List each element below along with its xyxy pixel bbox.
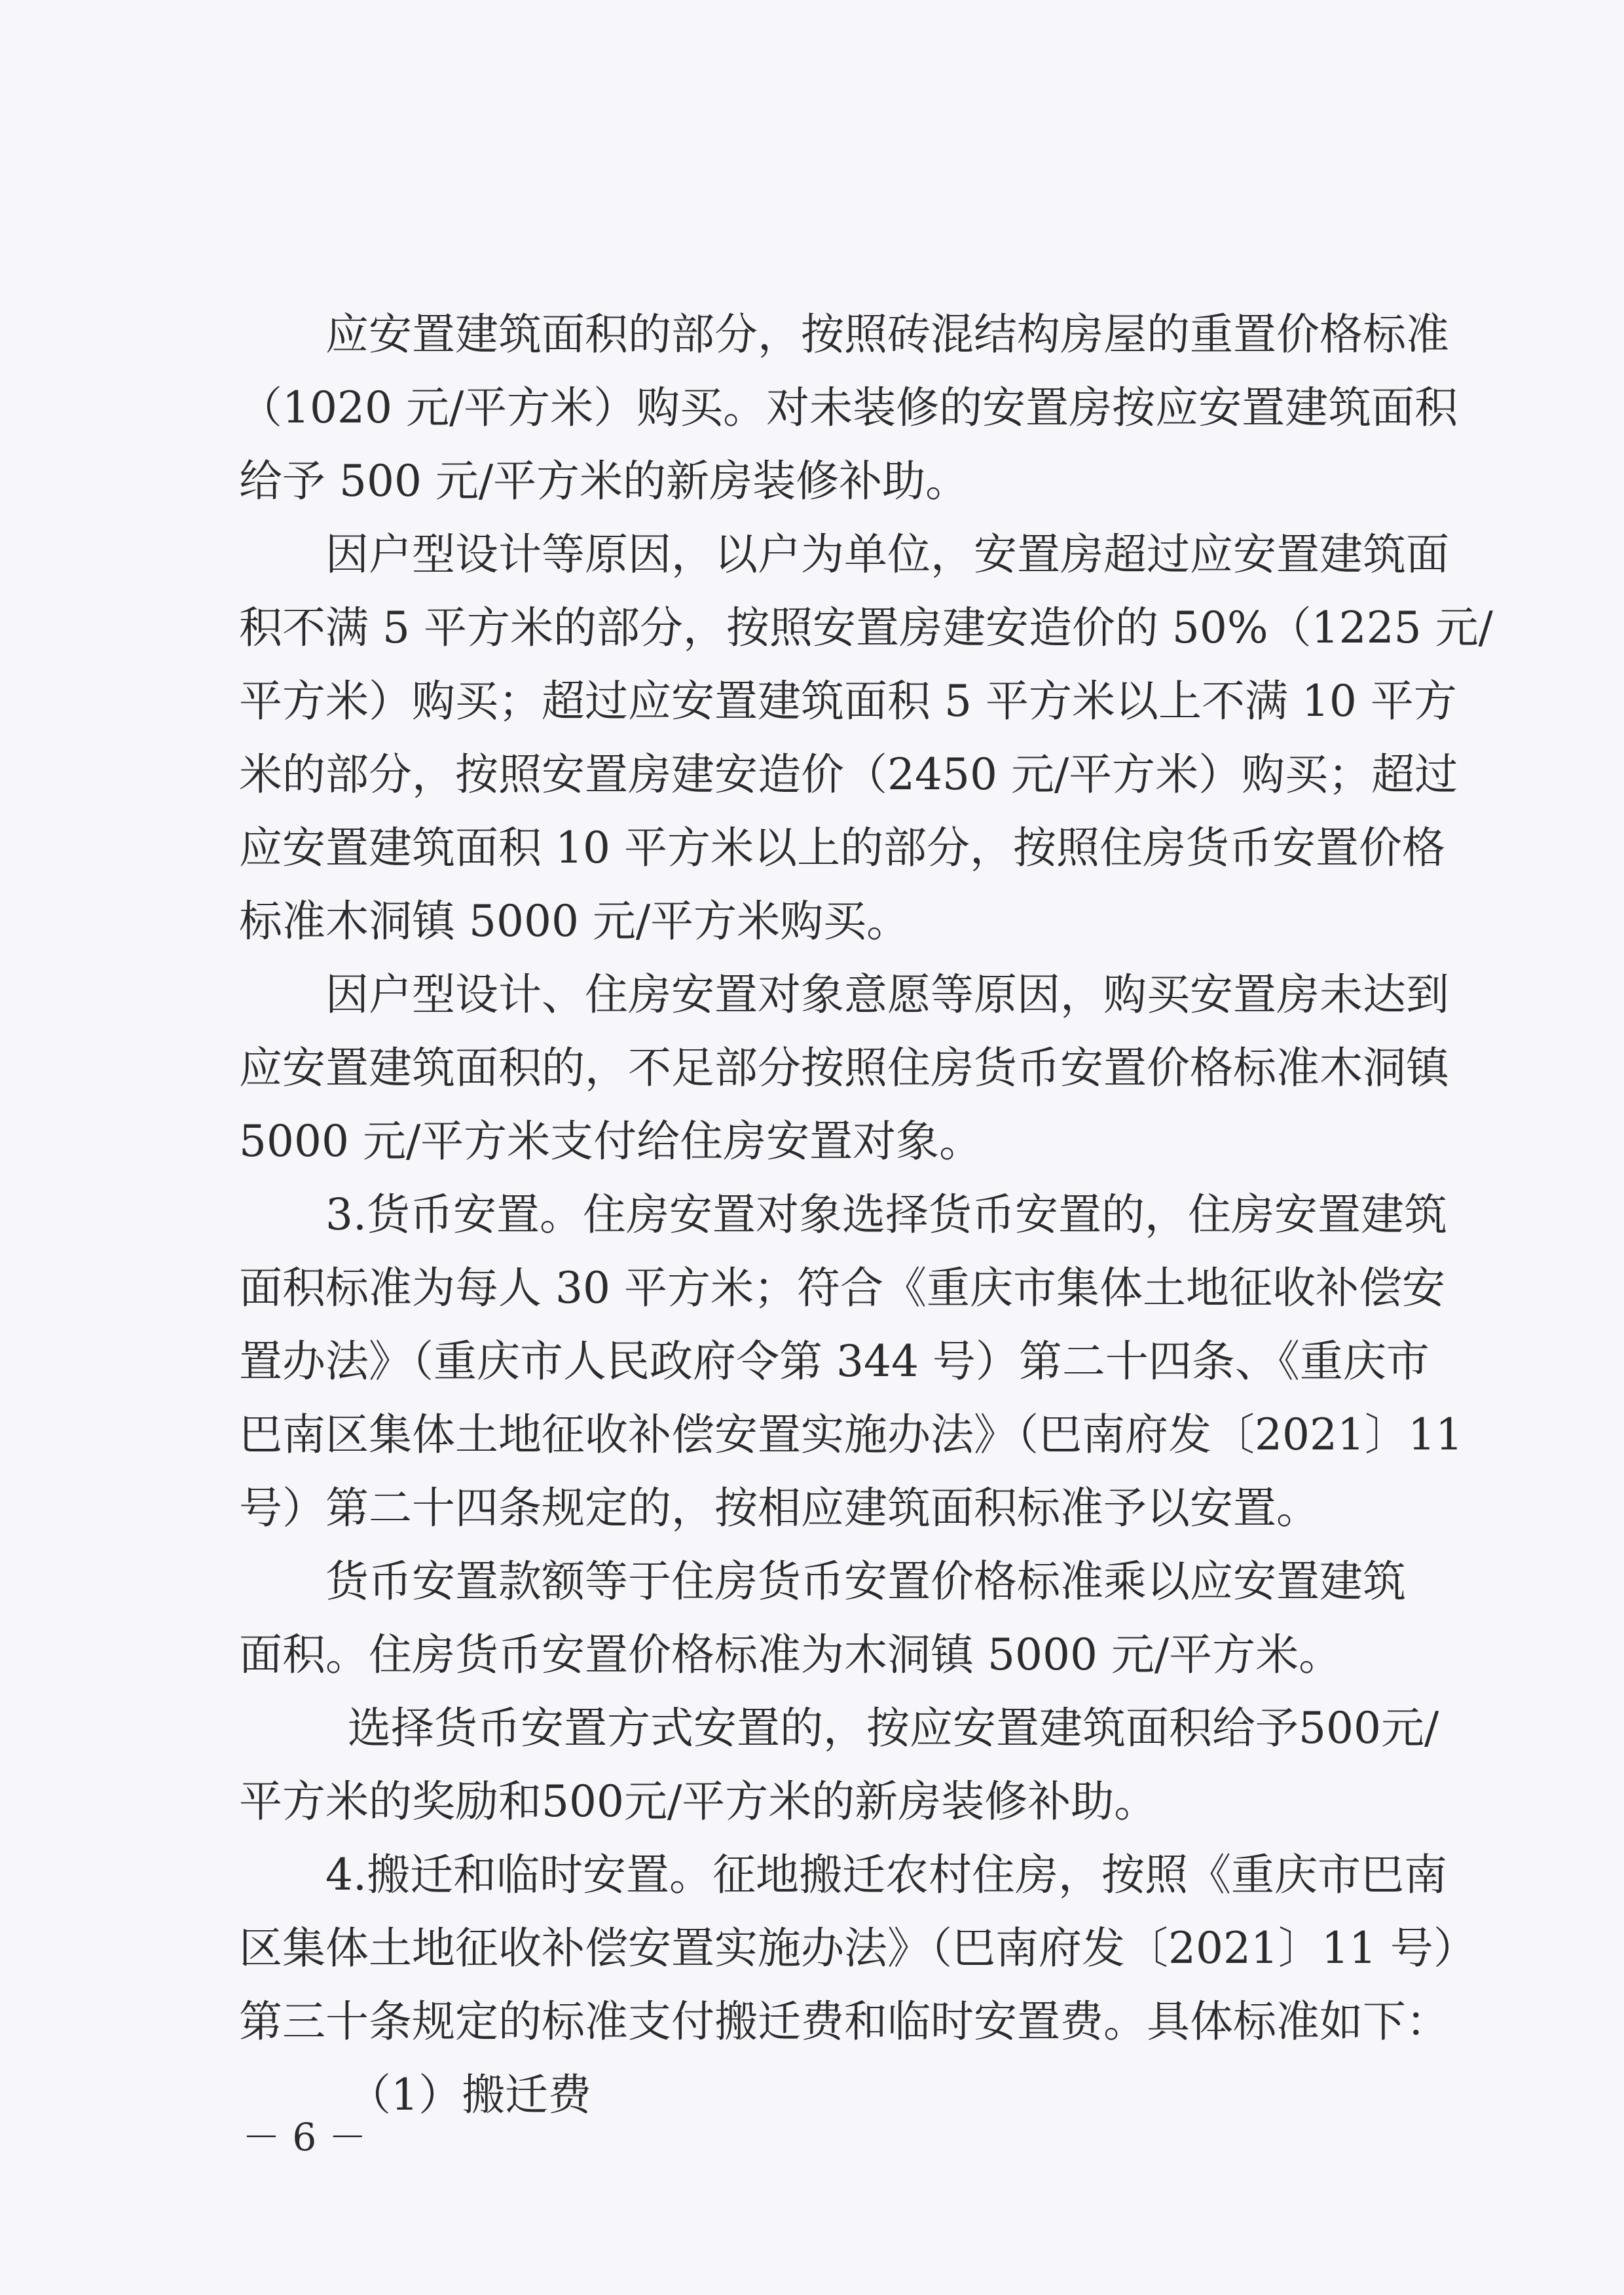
- text-line: 因户型设计等原因，以户为单位，安置房超过应安置建筑面: [325, 529, 1449, 580]
- text-line: 积不满 5 平方米的部分，按照安置房建安造价的 50%（1225 元/: [239, 603, 1493, 653]
- text-line: 货币安置款额等于住房货币安置价格标准乘以应安置建筑: [325, 1556, 1406, 1607]
- text-line: 第三十条规定的标准支付搬迁费和临时安置费。具体标准如下：: [239, 1996, 1449, 2047]
- text-line: 面积标准为每人 30 平方米；符合《重庆市集体土地征收补偿安: [239, 1263, 1445, 1313]
- text-line: 标准木洞镇 5000 元/平方米购买。: [239, 896, 910, 946]
- text-line: 米的部分，按照安置房建安造价（2450 元/平方米）购买；超过: [239, 749, 1458, 800]
- text-line: 区集体土地征收补偿安置实施办法》（巴南府发〔2021〕11 号）: [239, 1923, 1477, 1973]
- document-body: [239, 298, 1493, 2132]
- text-line: （1）搬迁费: [348, 2070, 591, 2120]
- text-line: 4.搬迁和临时安置。征地搬迁农村住房，按照《重庆市巴南: [325, 1850, 1447, 1900]
- text-line: 平方米）购买；超过应安置建筑面积 5 平方米以上不满 10 平方: [239, 676, 1457, 726]
- text-line: 置办法》（重庆市人民政府令第 344 号）第二十四条、《重庆市: [239, 1336, 1430, 1387]
- text-line: 面积。住房货币安置价格标准为木洞镇 5000 元/平方米。: [239, 1630, 1342, 1680]
- text-line: （1020 元/平方米）购买。对未装修的安置房按应安置建筑面积: [239, 382, 1458, 433]
- text-line: 应安置建筑面积 10 平方米以上的部分，按照住房货币安置价格: [239, 823, 1445, 873]
- text-line: 5000 元/平方米支付给住房安置对象。: [239, 1116, 983, 1166]
- text-line: 给予 500 元/平方米的新房装修补助。: [239, 456, 969, 506]
- text-line: 应安置建筑面积的，不足部分按照住房货币安置价格标准木洞镇: [239, 1043, 1449, 1093]
- text-line: 3.货币安置。住房安置对象选择货币安置的，住房安置建筑: [325, 1189, 1447, 1240]
- text-line: 因户型设计、住房安置对象意愿等原因，购买安置房未达到: [325, 969, 1449, 1020]
- text-line: 平方米的奖励和500元/平方米的新房装修补助。: [239, 1776, 1158, 1827]
- text-line: 选择货币安置方式安置的，按应安置建筑面积给予500元/: [348, 1703, 1439, 1753]
- text-line: 号）第二十四条规定的，按相应建筑面积标准予以安置。: [239, 1483, 1320, 1533]
- page-number: － 6 －: [242, 2115, 367, 2159]
- text-line: 巴南区集体土地征收补偿安置实施办法》（巴南府发〔2021〕11: [239, 1409, 1463, 1460]
- text-line: 应安置建筑面积的部分，按照砖混结构房屋的重置价格标准: [325, 309, 1449, 360]
